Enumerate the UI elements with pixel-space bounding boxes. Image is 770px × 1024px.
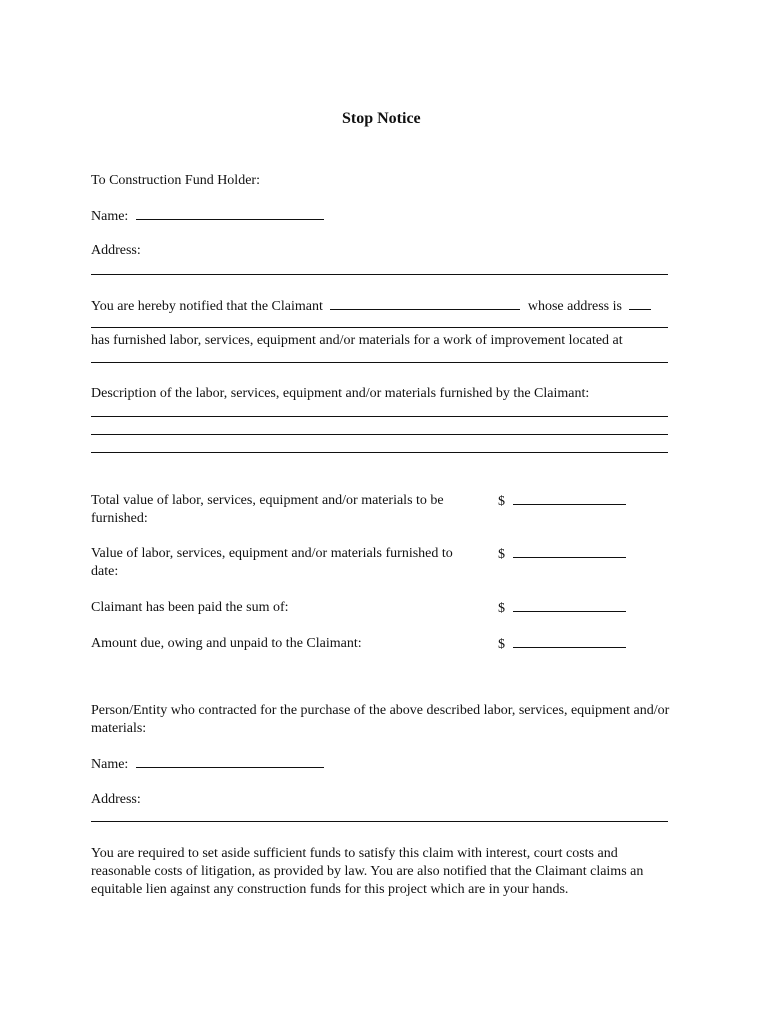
description-line-1[interactable]: [91, 416, 668, 417]
contractor-address-field[interactable]: [91, 821, 668, 822]
amount-label-to-date: Value of labor, services, equipment and/or materials furnished to date:: [91, 546, 453, 579]
description-label: Description of the labor, services, equipment and/or materials furnished by the Claimant:: [91, 386, 590, 401]
currency-symbol: $: [498, 494, 505, 509]
amount-field-total[interactable]: [513, 492, 626, 505]
contractor-name-label: Name:: [91, 757, 129, 772]
amount-label-paid: Claimant has been paid the sum of:: [91, 600, 289, 615]
description-line-2[interactable]: [91, 434, 668, 435]
currency-symbol: $: [498, 637, 505, 652]
amount-row-total: [498, 492, 626, 511]
furnished-text: has furnished labor, services, equipment and/or materials for a work of improvement located at: [91, 333, 623, 348]
amount-row-paid: [498, 599, 626, 618]
contractor-name-field[interactable]: [136, 755, 324, 768]
amount-label-total: Total value of labor, services, equipment and/or materials to be furnished:: [91, 493, 444, 526]
holder-address-label: Address:: [91, 243, 141, 258]
amount-label-due: Amount due, owing and unpaid to the Claimant:: [91, 636, 362, 651]
description-line-3[interactable]: [91, 452, 668, 453]
currency-symbol: $: [498, 601, 505, 616]
contractor-address-label: Address:: [91, 792, 141, 807]
claimant-address-field[interactable]: [629, 297, 651, 310]
amount-row-due: [498, 635, 626, 654]
whose-address-text: whose address is: [527, 299, 622, 314]
to-holder-label: To Construction Fund Holder:: [91, 173, 260, 188]
document-title: Stop Notice: [342, 110, 421, 127]
holder-address-field[interactable]: [91, 274, 668, 275]
improvement-location-field[interactable]: [91, 362, 668, 363]
contractor-name-row: [91, 755, 324, 774]
holder-name-row: [91, 207, 324, 226]
amount-field-due[interactable]: [513, 635, 626, 648]
claimant-name-field[interactable]: [330, 297, 520, 310]
contracting-party-text: Person/Entity who contracted for the purchase of the above described labor, services, equipment and/or materials:: [91, 703, 670, 736]
holder-name-label: Name:: [91, 209, 129, 224]
amount-field-to-date[interactable]: [513, 545, 626, 558]
holder-name-field[interactable]: [136, 207, 324, 220]
amount-field-paid[interactable]: [513, 599, 626, 612]
notified-prefix-text: You are hereby notified that the Claimant: [91, 299, 323, 314]
claimant-row: [91, 297, 651, 316]
closing-paragraph: You are required to set aside sufficient funds to satisfy this claim with interest, court costs and reasonable costs of litigation, as provided by law. You are also notified that the Claimant claims an equitable lien against any construction funds for this project which are in your hands.: [91, 846, 644, 897]
claimant-address-line[interactable]: [91, 327, 668, 328]
currency-symbol: $: [498, 547, 505, 562]
amount-row-to-date: [498, 545, 626, 564]
